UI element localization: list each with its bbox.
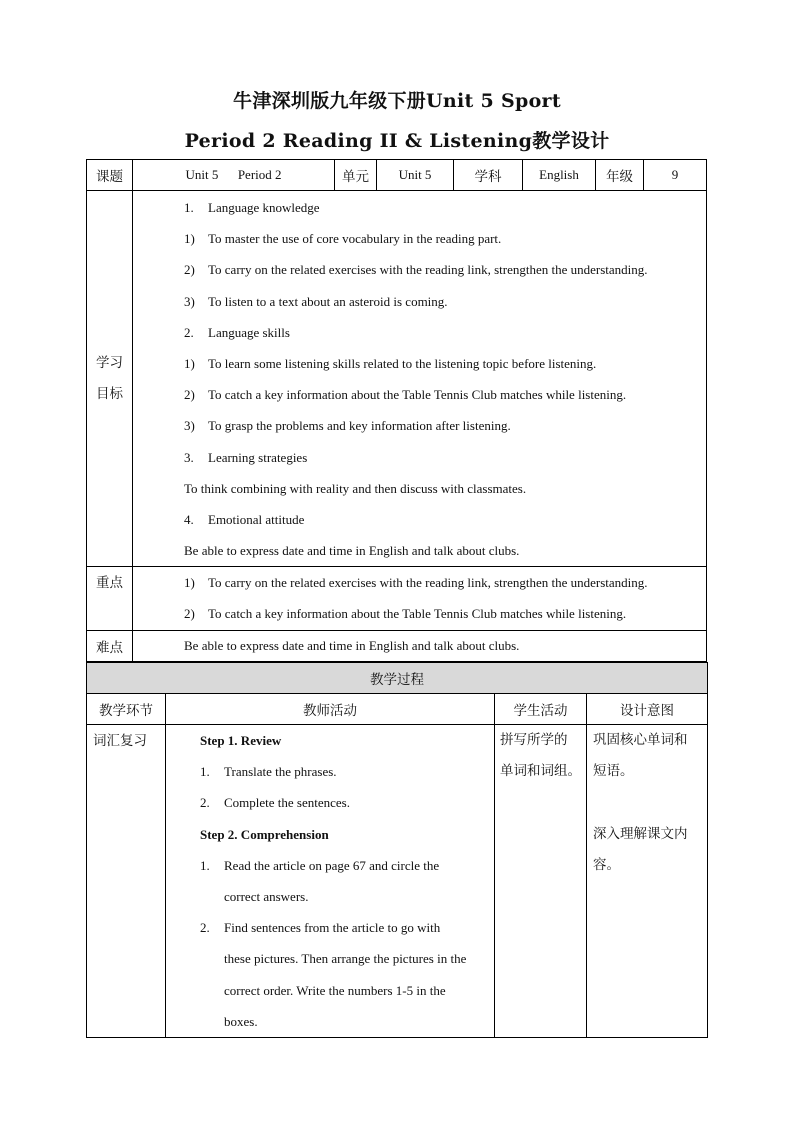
- activity-item: 2. Complete the sentences.: [200, 795, 350, 811]
- objective-line: 4. Emotional attitude: [184, 511, 305, 527]
- teacher-activity-cell: [166, 725, 495, 1038]
- difficult-points-label: 难点: [87, 630, 133, 661]
- unit-label: 单元: [335, 160, 377, 191]
- document-subtitle: Period 2 Reading II & Listening教学设计: [184, 130, 610, 152]
- teaching-process-table: [86, 662, 708, 1038]
- objective-line: 1) To master the use of core vocabulary in the reading part.: [184, 231, 502, 247]
- activity-item: 1. Read the article on page 67 and circle the: [200, 857, 440, 873]
- key-point-line: 1) To carry on the related exercises with the reading link, strengthen the understanding.: [184, 575, 648, 591]
- column-header-stage: 教学环节: [87, 694, 166, 725]
- design-intent-line: 容。: [593, 856, 620, 873]
- student-activity-line: 单词和词组。: [500, 763, 581, 780]
- objectives-label-line: 目标: [96, 385, 123, 402]
- design-intent-cell: [587, 725, 708, 1038]
- grade-label: 年级: [596, 160, 644, 191]
- objective-line: 2. Language skills: [184, 324, 290, 340]
- activity-item-continuation: correct answers.: [224, 888, 309, 904]
- subject-value: English: [523, 160, 596, 191]
- topic-label: 课题: [87, 160, 133, 191]
- stage-cell: 词汇复习: [87, 725, 166, 1038]
- activity-item-continuation: these pictures. Then arrange the pictures in the: [224, 951, 467, 967]
- activity-item: 1. Translate the phrases.: [200, 764, 337, 780]
- objective-line: 2) To catch a key information about the Table Tennis Club matches while listening.: [184, 387, 627, 403]
- key-points-label: 重点: [87, 567, 133, 630]
- process-header: 教学过程: [87, 663, 708, 694]
- design-intent-line: 短语。: [593, 763, 634, 780]
- step-heading: Step 2. Comprehension: [200, 826, 329, 842]
- objectives-label-line: 学习: [96, 354, 123, 371]
- objective-line: 3. Learning strategies: [184, 449, 308, 465]
- difficult-points-text: Be able to express date and time in English and talk about clubs.: [133, 630, 707, 661]
- objective-line: 3) To listen to a text about an asteroid is coming.: [184, 293, 448, 309]
- key-point-line: 2) To catch a key information about the Table Tennis Club matches while listening.: [184, 606, 627, 622]
- objective-line: 3) To grasp the problems and key information after listening.: [184, 418, 511, 434]
- objective-line: 1. Language knowledge: [184, 200, 320, 215]
- activity-item: 2. Find sentences from the article to go with: [200, 920, 441, 936]
- lesson-info-table: [86, 159, 707, 662]
- activity-item-continuation: correct order. Write the numbers 1-5 in the: [224, 982, 446, 998]
- objective-line: 2) To carry on the related exercises with the reading link, strengthen the understanding.: [184, 262, 648, 278]
- column-header-intent: 设计意图: [587, 694, 708, 725]
- activity-item-continuation: boxes.: [224, 1013, 258, 1029]
- design-intent-line: 巩固核心单词和: [593, 732, 688, 748]
- document-title: 牛津深圳版九年级下册Unit 5 Sport: [233, 90, 561, 112]
- key-points-cell: [133, 567, 707, 630]
- step-heading: Step 1. Review: [200, 733, 282, 748]
- student-activity-line: 拼写所学的: [500, 732, 568, 748]
- topic-value: Unit 5 Period 2: [133, 160, 335, 191]
- column-header-student: 学生活动: [495, 694, 587, 725]
- objective-line: 1) To learn some listening skills related to the listening topic before listening.: [184, 355, 597, 371]
- objective-line: Be able to express date and time in English and talk about clubs.: [184, 543, 520, 559]
- unit-value: Unit 5: [377, 160, 454, 191]
- grade-value: 9: [644, 160, 707, 191]
- column-header-teacher: 教师活动: [166, 694, 495, 725]
- student-activity-cell: [495, 725, 587, 1038]
- design-intent-line: 深入理解课文内: [593, 825, 688, 842]
- design-intent-line: [593, 787, 707, 818]
- subject-label: 学科: [454, 160, 523, 191]
- objectives-cell: [133, 191, 707, 567]
- objective-line: To think combining with reality and then discuss with classmates.: [184, 480, 527, 496]
- objectives-label: [87, 191, 133, 567]
